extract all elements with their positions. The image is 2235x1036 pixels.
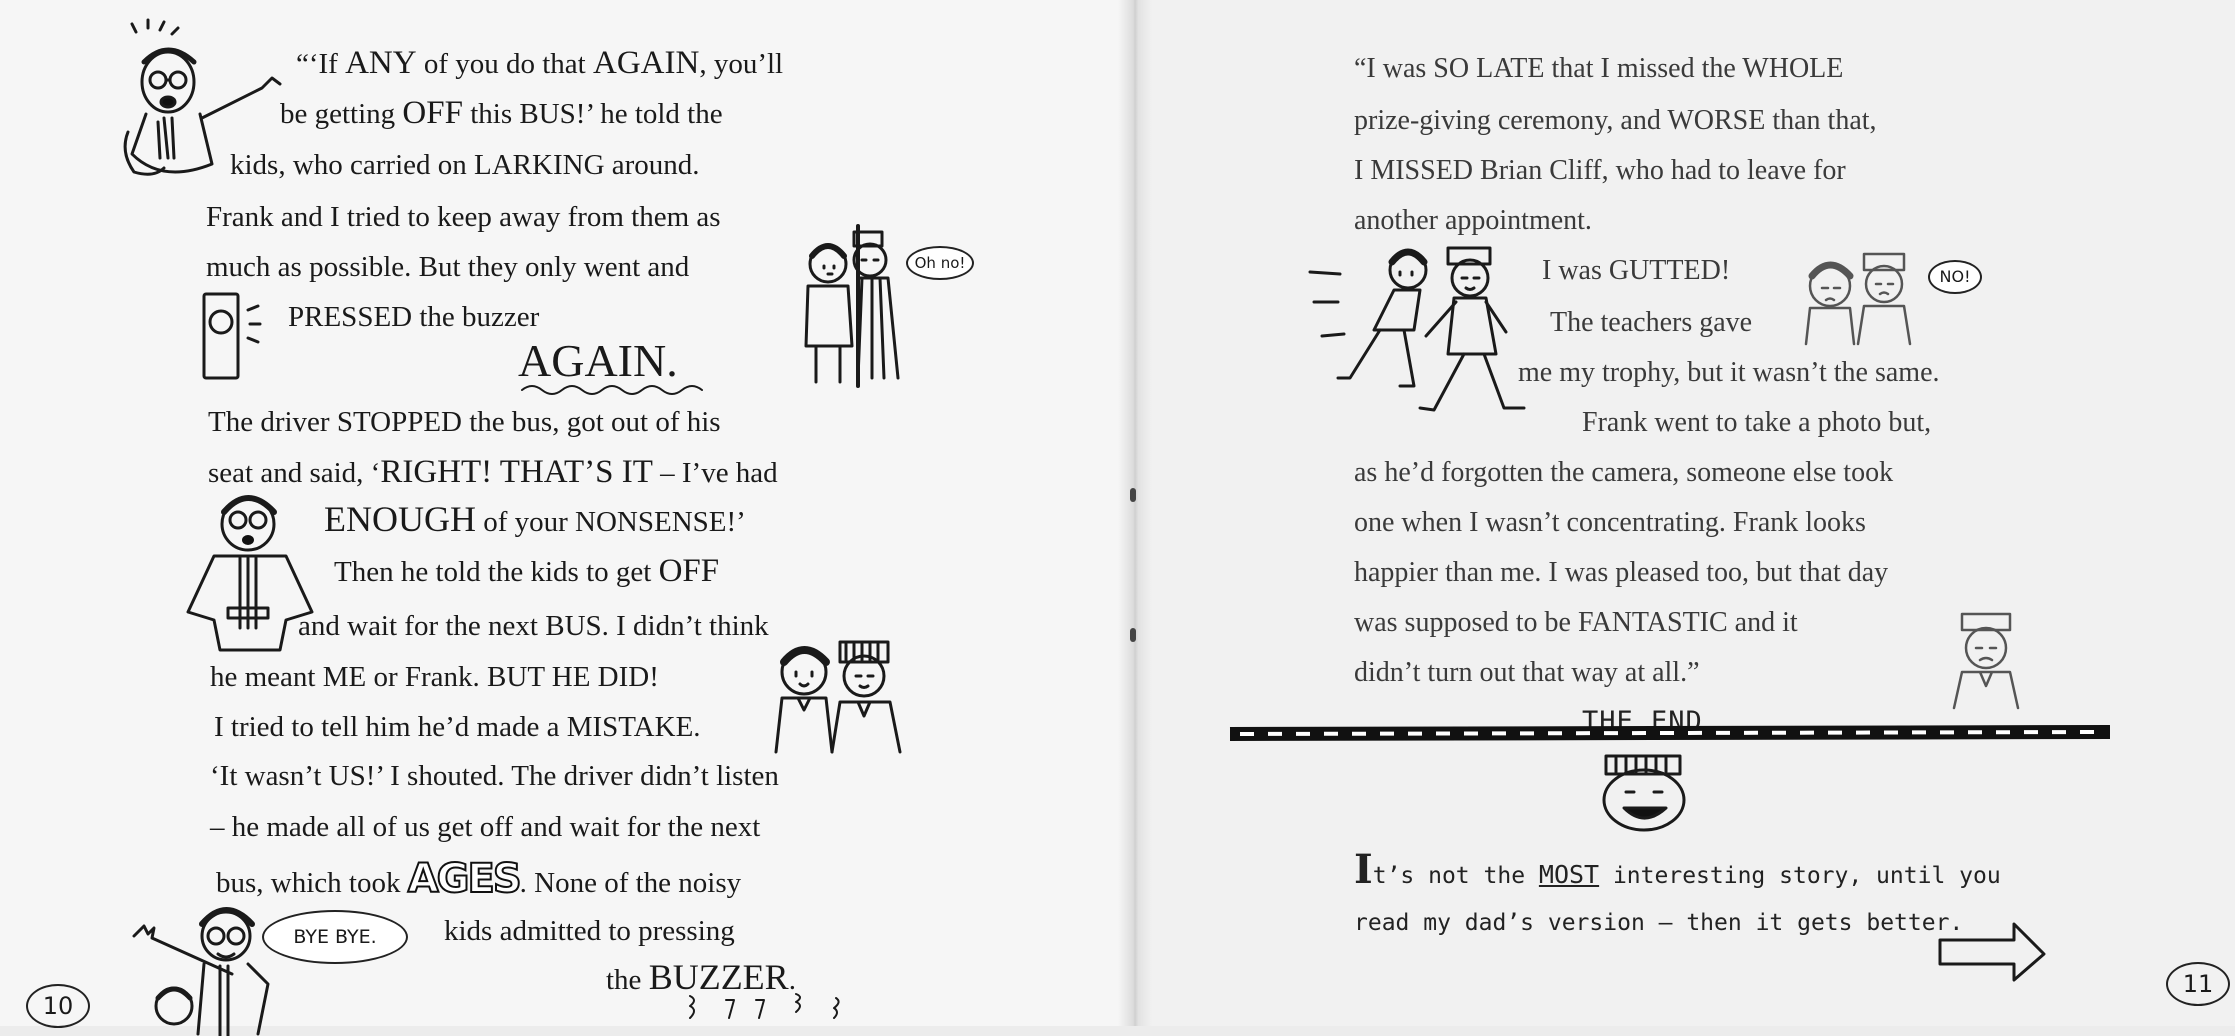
ages-lettering: AGES [407, 856, 520, 902]
note-line-2: read my dad’s version – then it gets better. [1354, 910, 1964, 936]
right-line-4: another appointment. [1354, 205, 1592, 236]
page-number-left: 10 [26, 984, 90, 1028]
shouting-driver-illustration [184, 490, 314, 660]
text-line-6: PRESSED the buzzer [288, 301, 540, 333]
right-line-1: “I was SO LATE that I missed the WHOLE [1354, 53, 1844, 84]
text-line-1: “‘If ANY of you do that AGAIN, you’ll [296, 45, 784, 81]
page-number-right: 11 [2166, 962, 2230, 1006]
arrow-icon [1936, 916, 2056, 976]
text-line-again: AGAIN. [518, 335, 678, 386]
right-line-7: me my trophy, but it wasn’t the same. [1518, 357, 1940, 388]
text-line-4: Frank and I tried to keep away from them as [206, 201, 721, 233]
bye-bye-bubble: BYE BYE. [262, 910, 408, 964]
text-line-11: and wait for the next BUS. I didn’t think [298, 610, 769, 642]
staple-bottom [1130, 628, 1136, 642]
right-line-5: I was GUTTED! [1542, 255, 1731, 286]
text-line-8: seat and said, ‘RIGHT! THAT’S IT – I’ve had [208, 454, 778, 490]
right-line-11: happier than me. I was pleased too, but that day [1354, 557, 1889, 588]
text-line-10: Then he told the kids to get OFF [334, 553, 720, 589]
staple-top [1130, 488, 1136, 502]
text-line-16: bus, which took AGES. None of the noisy [216, 856, 742, 902]
frank-small-illustration [1952, 610, 2032, 710]
buzzer-sparks [686, 990, 866, 1030]
text-line-3: kids, who carried on LARKING around. [230, 149, 700, 181]
buzzer-button-illustration [200, 290, 260, 390]
text-line-13: I tried to tell him he’d made a MISTAKE. [214, 711, 701, 743]
again-squiggle [520, 382, 720, 402]
text-line-12: he meant ME or Frank. BUT HE DID! [210, 661, 659, 693]
right-line-13: didn’t turn out that way at all.” [1354, 657, 1700, 688]
text-line-9: ENOUGH of your NONSENSE!’ [324, 499, 746, 539]
text-line-5: much as possible. But they only went and [206, 251, 690, 283]
book-gutter [1118, 0, 1152, 1026]
right-line-8: Frank went to take a photo but, [1582, 407, 1932, 438]
text-line-18: the BUZZER. [606, 957, 796, 997]
no-bubble: NO! [1928, 260, 1982, 294]
oh-no-bubble: Oh no! [906, 246, 974, 280]
text-line-2: be getting OFF this BUS!’ he told the [280, 95, 723, 131]
text-line-7: The driver STOPPED the bus, got out of his [208, 406, 721, 438]
running-boys-illustration [1304, 246, 1534, 426]
worried-boys-illustration [1800, 250, 1910, 350]
text-line-15: – he made all of us get off and wait for the next [210, 811, 761, 843]
note-line-1: It’s not the MOST interesting story, until you [1354, 846, 2001, 893]
right-line-6: The teachers gave [1550, 307, 1753, 338]
right-line-3: I MISSED Brian Cliff, who had to leave for [1354, 155, 1846, 186]
waving-driver-illustration [124, 906, 304, 1036]
text-line-17: kids admitted to pressing [444, 915, 735, 947]
grinning-face-illustration [1590, 752, 1700, 842]
right-line-10: one when I wasn’t concentrating. Frank looks [1354, 507, 1866, 538]
right-line-12: was supposed to be FANTASTIC and it [1354, 607, 1798, 638]
text-line-14: ‘It wasn’t US!’ I shouted. The driver didn’t listen [210, 760, 779, 792]
right-line-2: prize-giving ceremony, and WORSE than that, [1354, 105, 1877, 136]
the-end-strip [1230, 722, 2110, 748]
kids-at-pole-illustration [798, 226, 908, 386]
right-line-9: as he’d forgotten the camera, someone else took [1354, 457, 1894, 488]
angry-driver-illustration [118, 22, 288, 192]
the-end-label: THE END [1582, 706, 1703, 737]
frank-and-boy-illustration [770, 636, 910, 756]
